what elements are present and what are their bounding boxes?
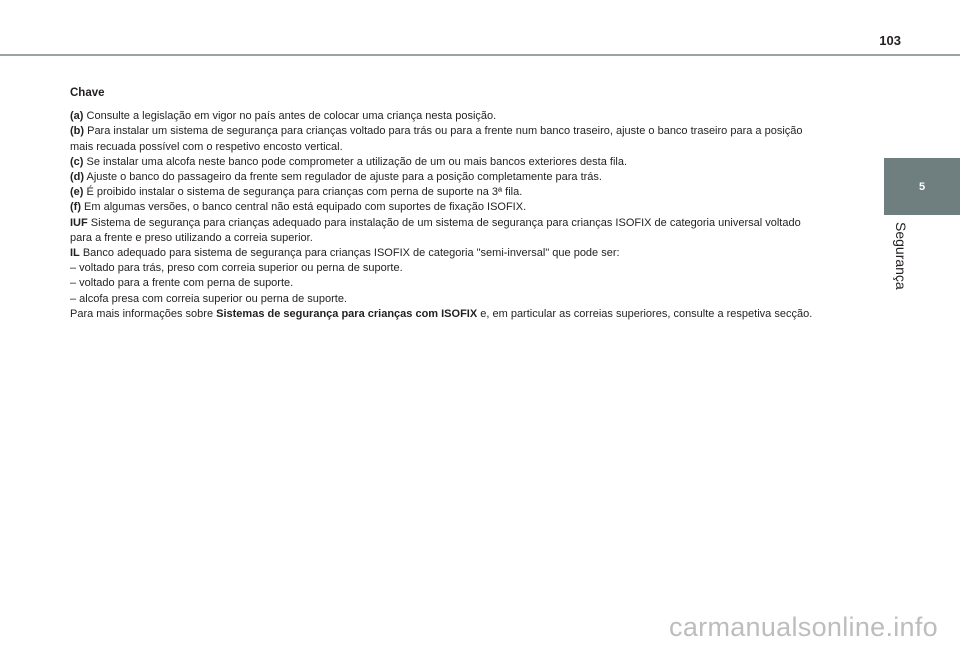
legend-text: Consulte a legislação em vigor no país antes de colocar uma criança nesta posição. (83, 110, 497, 123)
legend-key: (f) (70, 201, 81, 214)
chapter-tab[interactable] (884, 158, 960, 215)
legend-line (70, 109, 890, 124)
content-body (70, 86, 890, 322)
legend-text: para a frente e preso utilizando a correia superior. (70, 231, 313, 244)
legend-text: – voltado para a frente com perna de suporte. (70, 277, 294, 290)
legend-key: (b) (70, 125, 85, 138)
header-divider (0, 54, 960, 56)
section-heading: Chave (70, 87, 105, 99)
legend-text: – voltado para trás, preso com correia superior ou perna de suporte. (70, 262, 403, 275)
legend-text: mais recuada possível com o respetivo encosto vertical. (70, 140, 343, 153)
legend-line (70, 140, 890, 155)
legend-line (70, 216, 890, 231)
legend-line (70, 292, 890, 307)
reference-line (70, 307, 890, 322)
reference-link[interactable]: Sistemas de segurança para crianças com ISOFIX (216, 307, 478, 320)
legend-text: Se instalar uma alcofa neste banco pode comprometer a utilização de um ou mais bancos exteriores desta fila. (83, 155, 628, 168)
legend-line (70, 246, 890, 261)
legend-line (70, 200, 890, 215)
legend-key: (d) (70, 171, 85, 184)
legend-line (70, 124, 890, 139)
legend-line (70, 185, 890, 200)
legend-key: (c) (70, 155, 84, 168)
legend-text: – alcofa presa com correia superior ou perna de suporte. (70, 292, 347, 305)
legend-line (70, 155, 890, 170)
reference-suffix: e, em particular as correias superiores, consulte a respetiva secção. (477, 307, 813, 320)
legend-line (70, 170, 890, 185)
legend-text: Para instalar um sistema de segurança para crianças voltado para trás ou para a frente num banco traseiro, ajuste o banco traseiro para a posição (84, 125, 803, 138)
watermark: carmanualsonline.info (669, 612, 938, 642)
legend-line (70, 231, 890, 246)
legend-text: Em algumas versões, o banco central não está equipado com suportes de fixação ISOFIX. (81, 201, 527, 214)
page-number: 103 (879, 33, 901, 48)
legend-text: Ajuste o banco do passageiro da frente sem regulador de ajuste para a posição completamente para trás. (84, 171, 602, 184)
legend-line (70, 276, 890, 291)
legend-key: IUF (70, 216, 88, 229)
legend-key: (e) (70, 186, 84, 199)
legend-lines (70, 109, 890, 307)
legend-text: Banco adequado para sistema de segurança para crianças ISOFIX de categoria "semi-inversal" que pode ser: (79, 247, 620, 260)
chapter-title: Segurança (893, 222, 909, 290)
chapter-number: 5 (918, 180, 926, 193)
legend-text: Sistema de segurança para crianças adequado para instalação de um sistema de segurança para crianças ISOFIX de categoria universal voltado (87, 216, 801, 229)
legend-line (70, 261, 890, 276)
legend-text: É proibido instalar o sistema de segurança para crianças com perna de suporte na 3ª fila. (83, 186, 523, 199)
reference-prefix: Para mais informações sobre (70, 307, 217, 320)
legend-key: (a) (70, 110, 84, 123)
legend-key: IL (70, 247, 80, 260)
